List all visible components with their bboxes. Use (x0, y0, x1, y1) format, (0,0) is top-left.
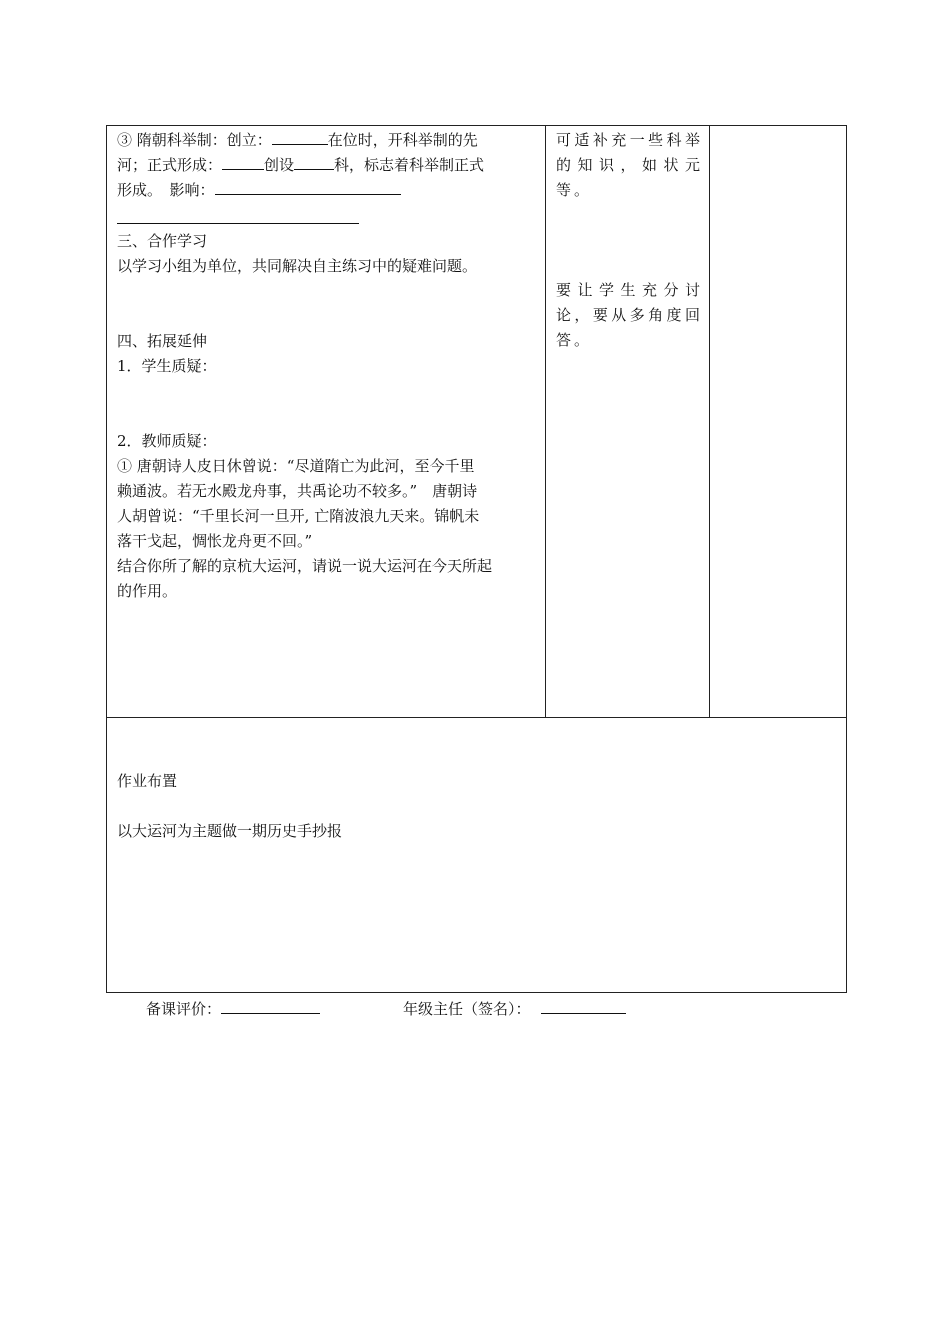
section3-body: 以学习小组为单位，共同解决自主练习中的疑难问题。 (117, 257, 478, 275)
signature-blank (541, 997, 626, 1014)
table-row-content (107, 126, 846, 718)
spacer (117, 379, 539, 429)
teaching-note: 可适补充一些科举的知识，如状元等。 (556, 131, 703, 199)
fill-blank (272, 128, 328, 145)
eval-label: 备课评价： (146, 1000, 222, 1018)
teaching-note-cell (556, 128, 703, 353)
director-signature (403, 997, 626, 1020)
column-divider (709, 126, 710, 717)
item3-text: 创设 (264, 156, 295, 174)
section4-title: 四、拓展延伸 (117, 332, 208, 350)
spacer (117, 279, 539, 329)
fill-blank (294, 153, 334, 170)
teacher-question-label: 2．教师质疑： (117, 432, 217, 450)
poem-line: 赖通波。若无水殿龙舟事，共禹论功不较多。” 唐朝诗 (117, 482, 478, 500)
fill-blank (222, 153, 264, 170)
homework-title: 作业布置 (117, 772, 178, 790)
item3-influence-label: 形成。 影响： (117, 181, 215, 199)
homework-body: 以大运河为主题做一期历史手抄报 (117, 822, 343, 840)
fill-blank (215, 178, 401, 195)
column-divider (545, 126, 546, 717)
signature-blank (221, 997, 320, 1014)
lesson-table (106, 125, 847, 993)
question-line: 的作用。 (117, 582, 178, 600)
student-question-label: 1．学生质疑： (117, 357, 217, 375)
item3-line2 (117, 153, 539, 178)
teaching-note: 要让学生充分讨论，要从多角度回答。 (556, 281, 703, 349)
item3-text: 在位时，开科举制的先 (327, 131, 478, 149)
poem-line: 人胡曾说：“千里长河一旦开, 亡隋波浪九天来。锦帆未 (117, 507, 480, 525)
director-label: 年级主任（签名）： (403, 1000, 531, 1018)
poem-line: ① 唐朝诗人皮日休曾说：“尽道隋亡为此河，至今千里 (117, 457, 475, 475)
section3-title: 三、合作学习 (117, 232, 208, 250)
answer-rule (117, 209, 359, 224)
spacer (556, 203, 703, 278)
main-content-cell (117, 128, 539, 604)
poem-line: 落干戈起，惆怅龙舟更不回。” (117, 532, 313, 550)
item3-prefix: ③ 隋朝科举制：创立： (117, 131, 272, 149)
item3-line3 (117, 178, 539, 203)
item3-text: 科，标志着科举制正式 (334, 156, 485, 174)
homework-cell (117, 769, 342, 844)
lesson-evaluation (146, 997, 320, 1020)
item3-text: 河；正式形成： (117, 156, 223, 174)
question-line: 结合你所了解的京杭大运河，请说一说大运河在今天所起 (117, 557, 493, 575)
item3-line1 (117, 128, 539, 153)
